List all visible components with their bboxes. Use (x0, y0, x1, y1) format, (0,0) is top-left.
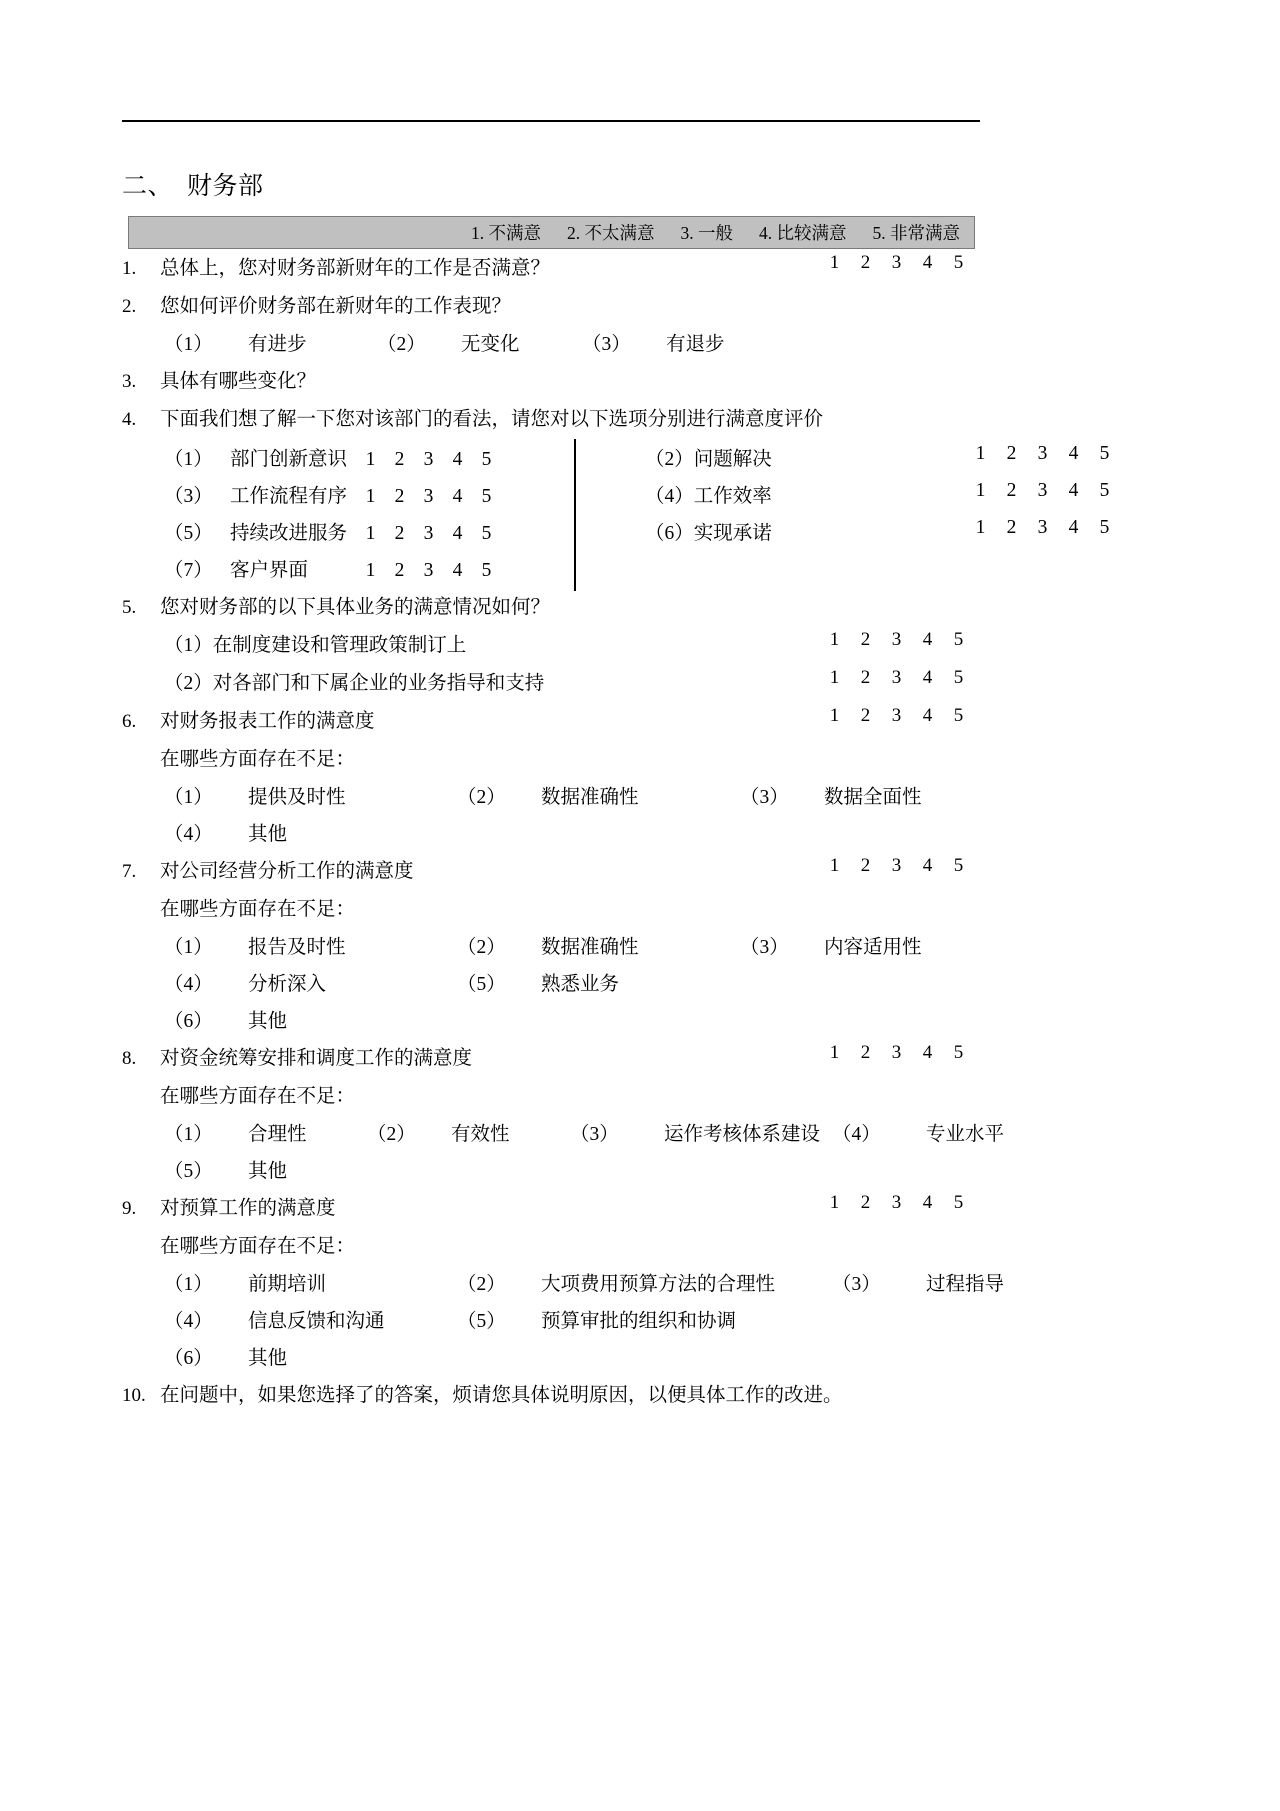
question-3-text: 具体有哪些变化？ (160, 371, 317, 392)
question-8-prompt-row (122, 1080, 982, 1118)
q4-item-2[interactable] (645, 443, 1110, 471)
question-8 (122, 1042, 982, 1080)
rating-3[interactable]: 3 (1037, 443, 1048, 464)
q9-option-6[interactable] (164, 1342, 287, 1370)
q9-option-5[interactable] (457, 1305, 736, 1333)
q4-item-5-label: 持续改进服务 (230, 523, 348, 544)
q8-option-3-index: （3） (570, 1124, 619, 1145)
rating-3[interactable]: 3 (891, 705, 902, 726)
scale-option-1: 1. 不满意 (471, 223, 541, 243)
rating-1[interactable]: 1 (829, 629, 840, 650)
rating-5[interactable]: 5 (953, 667, 964, 688)
rating-4[interactable]: 4 (922, 1192, 933, 1213)
section-title: 财务部 (187, 173, 264, 200)
rating-4[interactable]: 4 (922, 667, 933, 688)
q4-item-1[interactable] (164, 443, 501, 471)
rating-3[interactable]: 3 (423, 560, 434, 581)
q2-option-3-label: 有退步 (666, 334, 725, 355)
question-4-matrix (122, 443, 1110, 591)
question-10-text: 在问题中，如果您选择了的答案，烦请您具体说明原因，以便具体工作的改进。 (160, 1385, 843, 1406)
question-6-options-row-1 (122, 781, 982, 818)
rating-2[interactable]: 2 (394, 486, 405, 507)
q8-option-2-index: （2） (367, 1124, 416, 1145)
q6-option-2-label: 数据准确性 (541, 787, 639, 808)
q7-option-4-index: （4） (164, 974, 213, 995)
q8-option-2-label: 有效性 (451, 1124, 510, 1145)
rating-4[interactable]: 4 (922, 855, 933, 876)
q4-item-3-index: （3） (164, 486, 213, 507)
q4-item-2-rating-scale[interactable] (965, 443, 1120, 465)
question-7-prompt-row (122, 893, 982, 931)
q2-option-1-label: 有进步 (248, 334, 307, 355)
q6-option-1-label: 提供及时性 (248, 787, 346, 808)
question-6-prompt: 在哪些方面存在不足： (160, 749, 356, 770)
q7-option-1-index: （1） (164, 937, 213, 958)
q2-option-2-label: 无变化 (461, 334, 520, 355)
q7-option-2[interactable] (457, 931, 639, 959)
rating-3[interactable]: 3 (891, 1192, 902, 1213)
rating-3[interactable]: 3 (1037, 517, 1048, 538)
q4-item-5[interactable] (164, 517, 501, 545)
question-9-number: 9. (122, 1198, 137, 1219)
rating-1[interactable]: 1 (365, 560, 376, 581)
q7-option-2-index: （2） (457, 937, 506, 958)
header-rule (122, 120, 980, 122)
q4-item-1-label: 部门创新意识 (230, 449, 348, 470)
q9-option-2[interactable] (457, 1268, 775, 1296)
q9-option-2-label: 大项费用预算方法的合理性 (541, 1274, 776, 1295)
question-4-text: 下面我们想了解一下您对该部门的看法，请您对以下选项分别进行满意度评价 (160, 409, 824, 430)
q9-option-5-index: （5） (457, 1311, 506, 1332)
question-8-options-row-2 (122, 1155, 982, 1192)
rating-4[interactable]: 4 (922, 629, 933, 650)
q4-item-5-rating-scale[interactable] (356, 523, 501, 544)
question-7-number: 7. (122, 861, 137, 882)
q8-option-4[interactable] (832, 1118, 1004, 1146)
q4-item-6-label: 实现承诺 (693, 523, 772, 544)
q4-item-4-label: 工作效率 (693, 486, 772, 507)
section-number: 二、 (122, 173, 174, 200)
q4-item-3-label: 工作流程有序 (230, 486, 348, 507)
q5-item-2-index: （2） (164, 673, 213, 694)
q7-option-2-label: 数据准确性 (541, 937, 639, 958)
q8-option-1-index: （1） (164, 1124, 213, 1145)
q9-option-4-index: （4） (164, 1311, 213, 1332)
q8-option-4-index: （4） (832, 1124, 881, 1145)
q9-option-1[interactable] (164, 1268, 326, 1296)
q8-option-3[interactable] (570, 1118, 820, 1146)
rating-5[interactable]: 5 (1099, 517, 1110, 538)
question-1-number: 1. (122, 258, 137, 279)
q2-option-2[interactable] (377, 328, 520, 356)
rating-5[interactable]: 5 (953, 705, 964, 726)
question-3 (122, 365, 982, 403)
q8-option-2[interactable] (367, 1118, 510, 1146)
q2-option-3-index: （3） (582, 334, 631, 355)
rating-5[interactable]: 5 (953, 1192, 964, 1213)
q4-item-4-index: （4） (645, 486, 694, 507)
q5-item-1-label: 在制度建设和管理政策制订上 (212, 635, 467, 656)
q6-option-1-index: （1） (164, 787, 213, 808)
q7-option-5-label: 熟悉业务 (541, 974, 620, 995)
question-10-number: 10. (122, 1385, 146, 1406)
rating-1[interactable]: 1 (365, 523, 376, 544)
rating-3[interactable]: 3 (891, 1042, 902, 1063)
rating-2[interactable]: 2 (1006, 517, 1017, 538)
question-6-number: 6. (122, 711, 137, 732)
q2-option-1-index: （1） (164, 334, 213, 355)
question-7-prompt: 在哪些方面存在不足： (160, 899, 356, 920)
rating-1[interactable]: 1 (975, 517, 986, 538)
section-heading (122, 172, 264, 202)
question-9-options-row-3 (122, 1342, 982, 1379)
question-7-options-row-2 (122, 968, 982, 1005)
q6-option-2-index: （2） (457, 787, 506, 808)
question-6-rating-scale[interactable] (819, 705, 974, 727)
q4-item-3[interactable] (164, 480, 501, 508)
q2-option-2-index: （2） (377, 334, 426, 355)
question-9-text: 对预算工作的满意度 (160, 1198, 336, 1219)
scale-option-3: 3. 一般 (680, 223, 733, 243)
rating-5[interactable]: 5 (953, 855, 964, 876)
question-8-number: 8. (122, 1048, 137, 1069)
question-1 (122, 252, 982, 290)
q4-item-6-index: （6） (645, 523, 694, 544)
rating-3[interactable]: 3 (423, 486, 434, 507)
question-6-prompt-row (122, 743, 982, 781)
rating-2[interactable]: 2 (394, 560, 405, 581)
q4-row-2 (122, 480, 1110, 517)
q4-item-6-rating-scale[interactable] (965, 517, 1120, 539)
q6-option-3-index: （3） (740, 787, 789, 808)
q4-item-7-index: （7） (164, 560, 213, 581)
question-9-prompt-row (122, 1230, 982, 1268)
q6-option-2[interactable] (457, 781, 639, 809)
rating-3[interactable]: 3 (891, 629, 902, 650)
rating-2[interactable]: 2 (394, 523, 405, 544)
rating-1[interactable]: 1 (365, 449, 376, 470)
rating-scale-legend (128, 216, 975, 249)
q7-option-6[interactable] (164, 1005, 287, 1033)
rating-4[interactable]: 4 (1068, 443, 1079, 464)
rating-5[interactable]: 5 (481, 486, 492, 507)
rating-2[interactable]: 2 (860, 1042, 871, 1063)
q8-option-5-index: （5） (164, 1161, 213, 1182)
q4-item-2-label: 问题解决 (693, 449, 772, 470)
rating-5[interactable]: 5 (1099, 443, 1110, 464)
q7-option-3[interactable] (740, 931, 922, 959)
question-9 (122, 1192, 982, 1230)
q7-option-5[interactable] (457, 968, 619, 996)
rating-1[interactable]: 1 (829, 1192, 840, 1213)
rating-4[interactable]: 4 (452, 560, 463, 581)
q6-option-4-label: 其他 (248, 824, 288, 845)
rating-2[interactable]: 2 (860, 1192, 871, 1213)
question-1-text: 总体上，您对财务部新财年的工作是否满意？ (160, 258, 551, 279)
rating-5[interactable]: 5 (953, 252, 964, 273)
q5-item-1-rating-scale[interactable] (819, 629, 974, 651)
q6-option-3[interactable] (740, 781, 922, 809)
q7-option-6-index: （6） (164, 1011, 213, 1032)
question-5 (122, 591, 982, 629)
q6-option-1[interactable] (164, 781, 346, 809)
q4-item-4[interactable] (645, 480, 1110, 508)
question-10 (122, 1379, 982, 1417)
q4-item-7-rating-scale[interactable] (356, 560, 501, 581)
q8-option-4-label: 专业水平 (926, 1124, 1005, 1145)
rating-2[interactable]: 2 (860, 667, 871, 688)
rating-2[interactable]: 2 (394, 449, 405, 470)
q9-option-5-label: 预算审批的组织和协调 (541, 1311, 737, 1332)
rating-4[interactable]: 4 (922, 705, 933, 726)
q9-option-3-index: （3） (832, 1274, 881, 1295)
q8-option-5-label: 其他 (248, 1161, 288, 1182)
question-1-rating-scale[interactable] (819, 252, 974, 274)
q4-row-1 (122, 443, 1110, 480)
q4-item-3-rating-scale[interactable] (356, 486, 501, 507)
question-2-options (122, 328, 982, 365)
question-4-number: 4. (122, 409, 137, 430)
rating-3[interactable]: 3 (891, 252, 902, 273)
rating-1[interactable]: 1 (829, 855, 840, 876)
q9-option-4[interactable] (164, 1305, 385, 1333)
question-3-number: 3. (122, 371, 137, 392)
scale-option-4: 4. 比较满意 (759, 223, 847, 243)
rating-5[interactable]: 5 (481, 523, 492, 544)
rating-2[interactable]: 2 (860, 629, 871, 650)
rating-1[interactable]: 1 (975, 480, 986, 501)
rating-2[interactable]: 2 (860, 252, 871, 273)
q4-item-4-rating-scale[interactable] (965, 480, 1120, 502)
scale-option-5: 5. 非常满意 (872, 223, 960, 243)
question-5-number: 5. (122, 597, 137, 618)
rating-2[interactable]: 2 (1006, 443, 1017, 464)
question-8-text: 对资金统筹安排和调度工作的满意度 (160, 1048, 473, 1069)
q4-row-3 (122, 517, 1110, 554)
q7-option-3-label: 内容适用性 (824, 937, 922, 958)
question-8-prompt: 在哪些方面存在不足： (160, 1086, 356, 1107)
q9-option-3[interactable] (832, 1268, 1004, 1296)
question-2-number: 2. (122, 296, 137, 317)
rating-1[interactable]: 1 (829, 252, 840, 273)
q5-item-2-rating-scale[interactable] (819, 667, 974, 689)
q6-option-3-label: 数据全面性 (824, 787, 922, 808)
question-9-options-row-2 (122, 1305, 982, 1342)
rating-3[interactable]: 3 (891, 855, 902, 876)
q8-option-1[interactable] (164, 1118, 307, 1146)
question-5-text: 您对财务部的以下具体业务的满意情况如何？ (160, 597, 551, 618)
question-7-options-row-3 (122, 1005, 982, 1042)
question-2 (122, 290, 982, 328)
rating-2[interactable]: 2 (860, 855, 871, 876)
q4-item-2-index: （2） (645, 449, 694, 470)
rating-5[interactable]: 5 (1099, 480, 1110, 501)
question-8-rating-scale[interactable] (819, 1042, 974, 1064)
q8-option-1-label: 合理性 (248, 1124, 307, 1145)
q7-option-1-label: 报告及时性 (248, 937, 346, 958)
q7-option-4[interactable] (164, 968, 326, 996)
rating-4[interactable]: 4 (922, 1042, 933, 1063)
q6-option-4-index: （4） (164, 824, 213, 845)
q8-option-5[interactable] (164, 1155, 287, 1183)
rating-3[interactable]: 3 (423, 523, 434, 544)
question-4 (122, 403, 982, 441)
rating-1[interactable]: 1 (975, 443, 986, 464)
rating-3[interactable]: 3 (891, 667, 902, 688)
q4-item-1-rating-scale[interactable] (356, 449, 501, 470)
rating-2[interactable]: 2 (860, 705, 871, 726)
rating-5[interactable]: 5 (953, 1042, 964, 1063)
rating-3[interactable]: 3 (423, 449, 434, 470)
question-7-rating-scale[interactable] (819, 855, 974, 877)
q5-item-2 (122, 667, 982, 705)
rating-1[interactable]: 1 (829, 667, 840, 688)
q9-option-6-label: 其他 (248, 1348, 288, 1369)
q9-option-2-index: （2） (457, 1274, 506, 1295)
q5-item-2-label: 对各部门和下属企业的业务指导和支持 (212, 673, 545, 694)
q2-option-1[interactable] (164, 328, 307, 356)
q7-option-1[interactable] (164, 931, 346, 959)
question-7 (122, 855, 982, 893)
q4-item-7-label: 客户界面 (230, 560, 309, 581)
question-2-text: 您如何评价财务部在新财年的工作表现？ (160, 296, 512, 317)
question-9-options-row-1 (122, 1268, 1005, 1305)
rating-3[interactable]: 3 (1037, 480, 1048, 501)
rating-1[interactable]: 1 (829, 705, 840, 726)
questionnaire-body (122, 252, 1110, 1417)
rating-1[interactable]: 1 (829, 1042, 840, 1063)
q4-item-5-index: （5） (164, 523, 213, 544)
q7-option-6-label: 其他 (248, 1011, 288, 1032)
rating-4[interactable]: 4 (922, 252, 933, 273)
q8-option-3-label: 运作考核体系建设 (664, 1124, 821, 1145)
question-9-rating-scale[interactable] (819, 1192, 974, 1214)
rating-4[interactable]: 4 (1068, 480, 1079, 501)
q7-option-3-index: （3） (740, 937, 789, 958)
question-9-prompt: 在哪些方面存在不足： (160, 1236, 356, 1257)
question-6 (122, 705, 982, 743)
question-7-text: 对公司经营分析工作的满意度 (160, 861, 414, 882)
rating-4[interactable]: 4 (452, 523, 463, 544)
question-6-text: 对财务报表工作的满意度 (160, 711, 375, 732)
q9-option-1-label: 前期培训 (248, 1274, 327, 1295)
q6-option-4[interactable] (164, 818, 287, 846)
q7-option-4-label: 分析深入 (248, 974, 327, 995)
q5-item-1-index: （1） (164, 635, 213, 656)
rating-4[interactable]: 4 (452, 449, 463, 470)
question-7-options-row-1 (122, 931, 982, 968)
q9-option-1-index: （1） (164, 1274, 213, 1295)
rating-5[interactable]: 5 (481, 560, 492, 581)
q2-option-3[interactable] (582, 328, 725, 356)
rating-2[interactable]: 2 (1006, 480, 1017, 501)
q4-item-7[interactable] (164, 554, 501, 582)
q9-option-6-index: （6） (164, 1348, 213, 1369)
question-8-options-row-1 (122, 1118, 1005, 1155)
q9-option-4-label: 信息反馈和沟通 (248, 1311, 385, 1332)
q9-option-3-label: 过程指导 (926, 1274, 1005, 1295)
rating-5[interactable]: 5 (953, 629, 964, 650)
q5-item-1 (122, 629, 982, 667)
q4-item-1-index: （1） (164, 449, 213, 470)
scale-option-2: 2. 不太满意 (567, 223, 655, 243)
q4-item-6[interactable] (645, 517, 1110, 545)
rating-1[interactable]: 1 (365, 486, 376, 507)
q4-row-4 (122, 554, 982, 591)
question-6-options-row-2 (122, 818, 982, 855)
rating-5[interactable]: 5 (481, 449, 492, 470)
rating-4[interactable]: 4 (452, 486, 463, 507)
rating-4[interactable]: 4 (1068, 517, 1079, 538)
q7-option-5-index: （5） (457, 974, 506, 995)
